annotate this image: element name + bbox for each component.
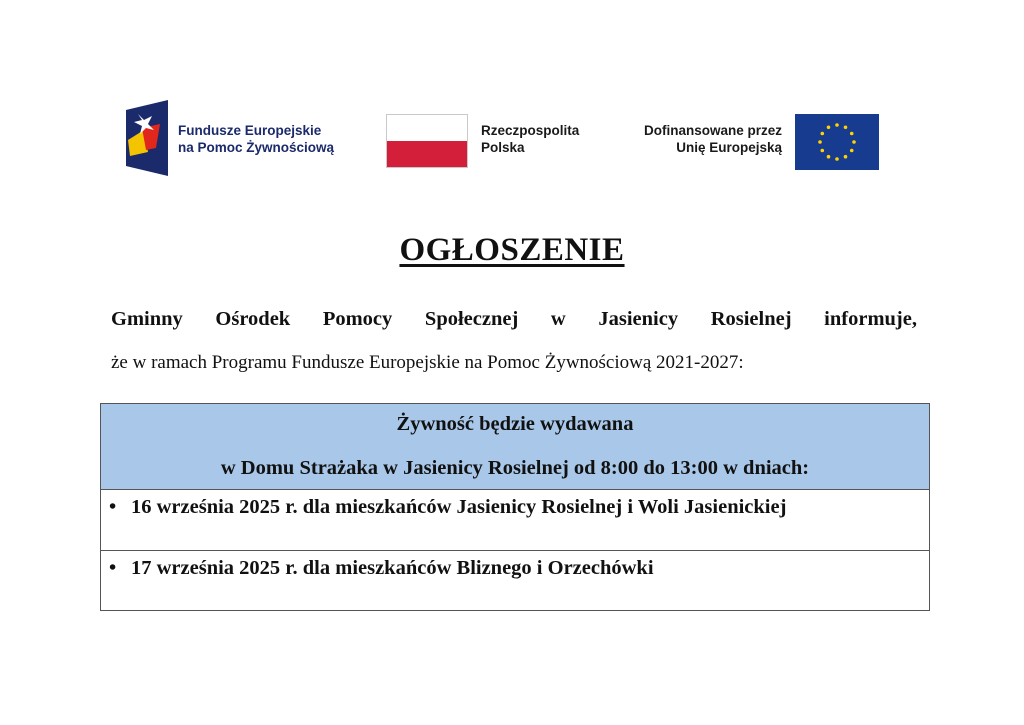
eu-star-icon: [844, 125, 848, 129]
page-title: OGŁOSZENIE: [399, 232, 625, 268]
bullet-icon: •: [109, 557, 117, 579]
rp-logo-text: [481, 122, 579, 156]
logo-bar: [0, 0, 1024, 200]
eu-flag-icon: [795, 114, 879, 170]
eu-star-icon: [818, 140, 822, 144]
distribution-row-text: 17 września 2025 r. dla mieszkańców Bliznego i Orzechówki: [131, 557, 654, 579]
bullet-icon: •: [109, 496, 117, 518]
box-header-line-2: w Domu Strażaka w Jasienicy Rosielnej od 8:00 do 13:00 w dniach:: [220, 457, 810, 479]
distribution-box: [100, 403, 930, 611]
eu-star-icon: [850, 132, 854, 136]
rp-logo-line1: Rzeczpospolita: [481, 123, 580, 138]
rp-logo-line2: Polska: [481, 140, 525, 155]
distribution-row-text: 16 września 2025 r. dla mieszkańców Jasienicy Rosielnej i Woli Jasienickiej: [131, 496, 787, 518]
polish-flag-icon: [386, 114, 468, 168]
fe-logo-text: [178, 122, 334, 156]
eu-star-icon: [827, 155, 831, 159]
eu-star-icon: [820, 132, 824, 136]
distribution-row: [101, 550, 929, 610]
eu-star-icon: [835, 157, 839, 161]
eu-logo-line1: Dofinansowane przez: [643, 123, 782, 138]
eu-star-icon: [852, 140, 856, 144]
eu-star-icon: [820, 149, 824, 153]
box-header-line-1: Żywność będzie wydawana: [396, 413, 634, 435]
eu-star-icon: [850, 149, 854, 153]
eu-logo-text: [644, 122, 782, 156]
eu-star-icon: [835, 123, 839, 127]
eu-logo-line2: Unię Europejską: [676, 140, 782, 155]
distribution-row: [101, 490, 929, 550]
box-header: [101, 404, 929, 490]
fe-logo-line1: Fundusze Europejskie: [178, 123, 322, 138]
eu-star-icon: [827, 125, 831, 129]
fundusze-europejskie-logo-icon: [126, 100, 168, 176]
eu-star-icon: [844, 155, 848, 159]
intro-line-1: Gminny Ośrodek Pomocy Społecznej w Jasienicy Rosielnej informuje,: [111, 308, 917, 330]
intro-line-2: że w ramach Programu Fundusze Europejskie na Pomoc Żywnościową 2021-2027:: [111, 352, 744, 373]
fe-logo-line2: na Pomoc Żywnościową: [178, 140, 335, 155]
